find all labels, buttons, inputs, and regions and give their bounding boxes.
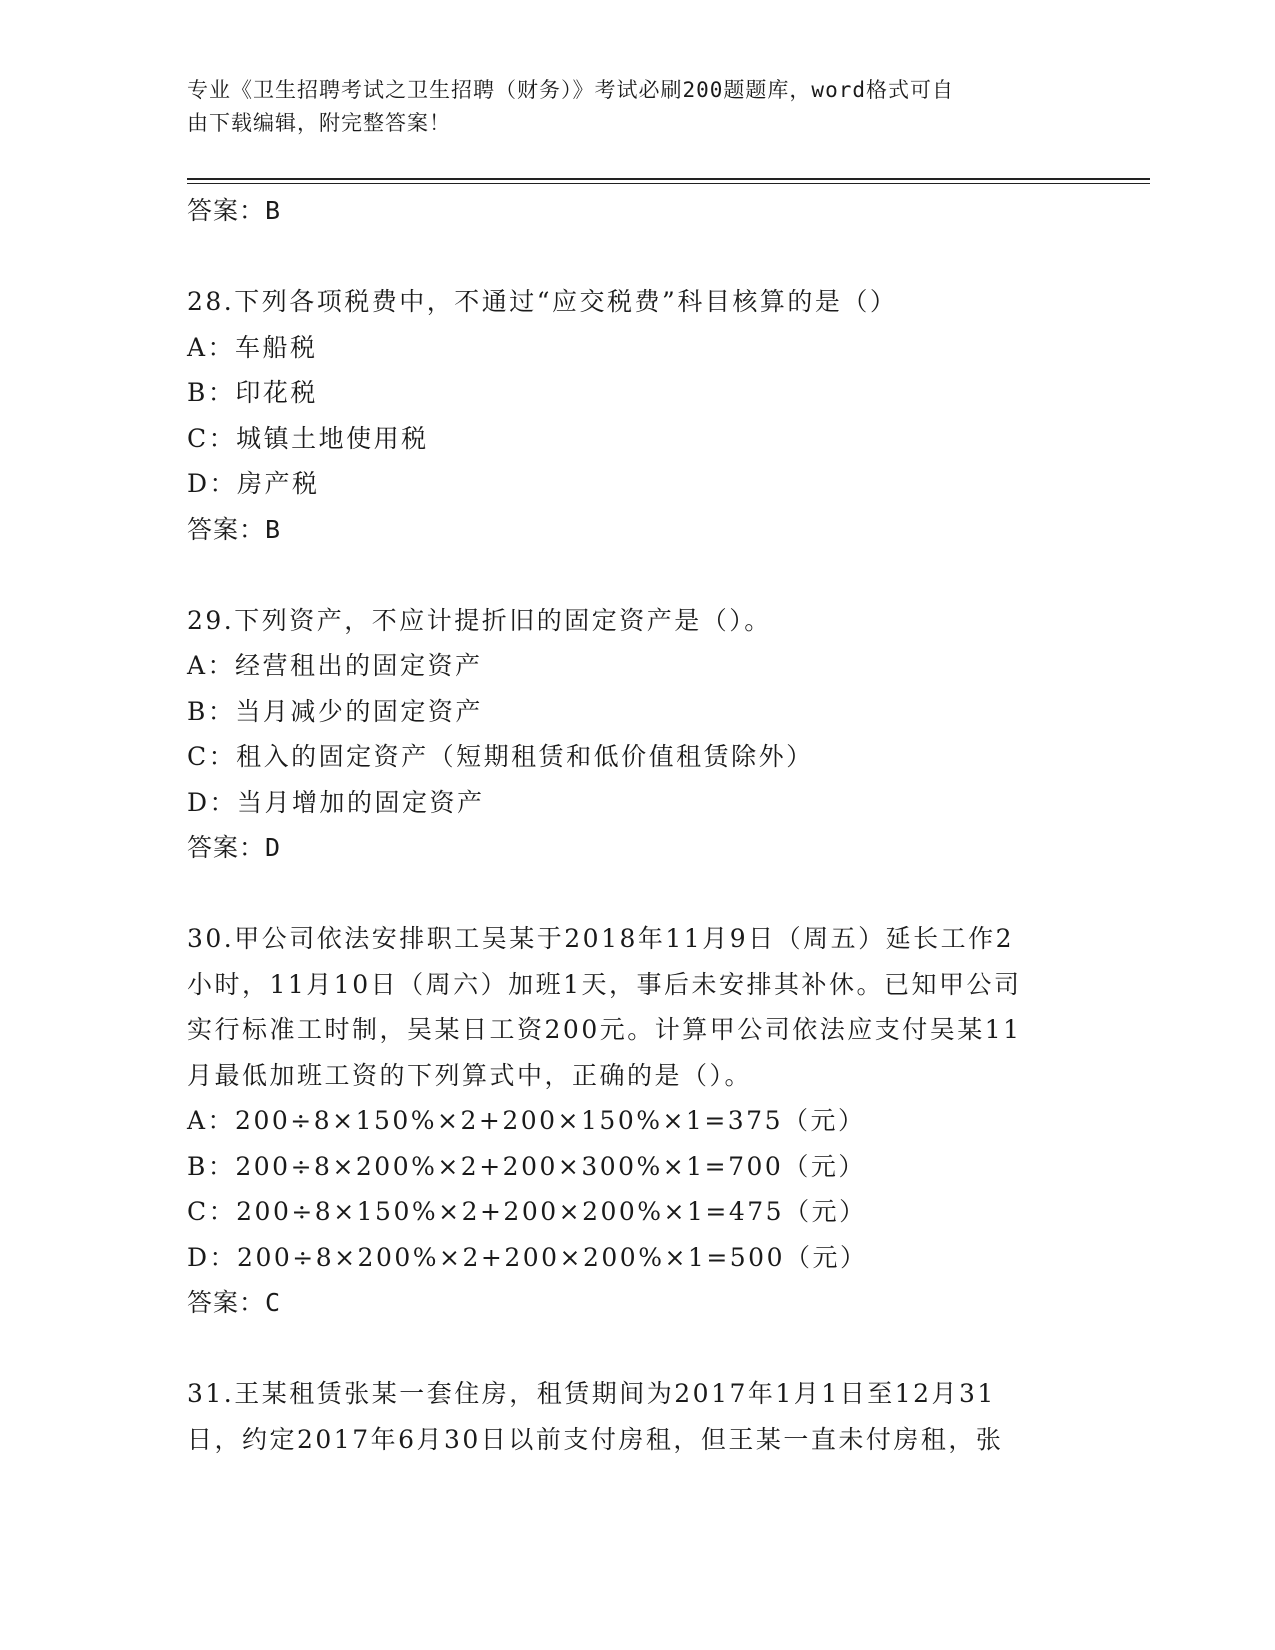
question-28 [187,279,1087,553]
question-list [187,188,1087,1462]
option-b: B：印花税 [187,378,318,407]
question-stem: 28.下列各项税费中，不通过“应交税费”科目核算的是（） [187,287,898,316]
question-stem-line: 月最低加班工资的下列算式中，正确的是（）。 [187,1060,753,1090]
option-d: D：房产税 [187,469,320,498]
answer-value: B [265,196,282,225]
header-divider-thin [187,183,1150,184]
answer-value: C [265,1288,282,1317]
option-a: A：经营租出的固定资产 [187,651,483,680]
option-c: C：租入的固定资产（短期租赁和低价值租赁除外） [187,742,814,771]
option-b: B：200÷8×200%×2+200×300%×1=700（元） [187,1151,866,1181]
answer-line [187,507,1087,553]
header-line-2: 由下载编辑，附完整答案！ [187,111,451,135]
question-29 [187,598,1087,872]
question-30 [187,916,1087,1326]
answer-value: B [265,514,282,544]
question-stem-line: 31.王某租赁张某一套住房，租赁期间为2017年1月1日至12月31 [187,1379,996,1408]
option-b: B：当月减少的固定资产 [187,696,483,726]
question-stem-line: 小时，11月10日（周六）加班1天，事后未安排其补休。已知甲公司 [187,969,1022,999]
option-d: D：200÷8×200%×2+200×200%×1=500（元） [187,1242,868,1272]
answer-prefix: 答案： [187,833,266,862]
answer-prefix: 答案： [187,514,266,544]
answer-line [187,825,1087,871]
question-stem-line: 30.甲公司依法安排职工吴某于2018年11月9日（周五）延长工作2 [187,924,1015,953]
option-a: A：车船税 [187,332,318,362]
answer-prefix: 答案： [187,1288,266,1317]
question-stem-line: 实行标准工时制，吴某日工资200元。计算甲公司依法应支付吴某11 [187,1015,1022,1044]
option-c: C：200÷8×150%×2+200×200%×1=475（元） [187,1197,867,1226]
header-divider-thick [187,178,1150,180]
question-31 [187,1371,1087,1462]
header-line-1: 专业《卫生招聘考试之卫生招聘（财务）》考试必刷200题题库，word格式可自 [187,78,954,102]
option-c: C：城镇土地使用税 [187,423,429,453]
answer-value: D [265,833,282,862]
answer-prefix: 答案： [187,196,266,225]
question-stem-line: 日，约定2017年6月30日以前支付房租，但王某一直未付房租，张 [187,1424,1004,1454]
option-a: A：200÷8×150%×2+200×150%×1=375（元） [187,1106,866,1135]
answer-line [187,188,1087,234]
option-d: D：当月增加的固定资产 [187,787,485,817]
question-stem: 29.下列资产，不应计提折旧的固定资产是（）。 [187,605,772,635]
document-header [187,74,1067,140]
answer-line [187,1280,1087,1326]
